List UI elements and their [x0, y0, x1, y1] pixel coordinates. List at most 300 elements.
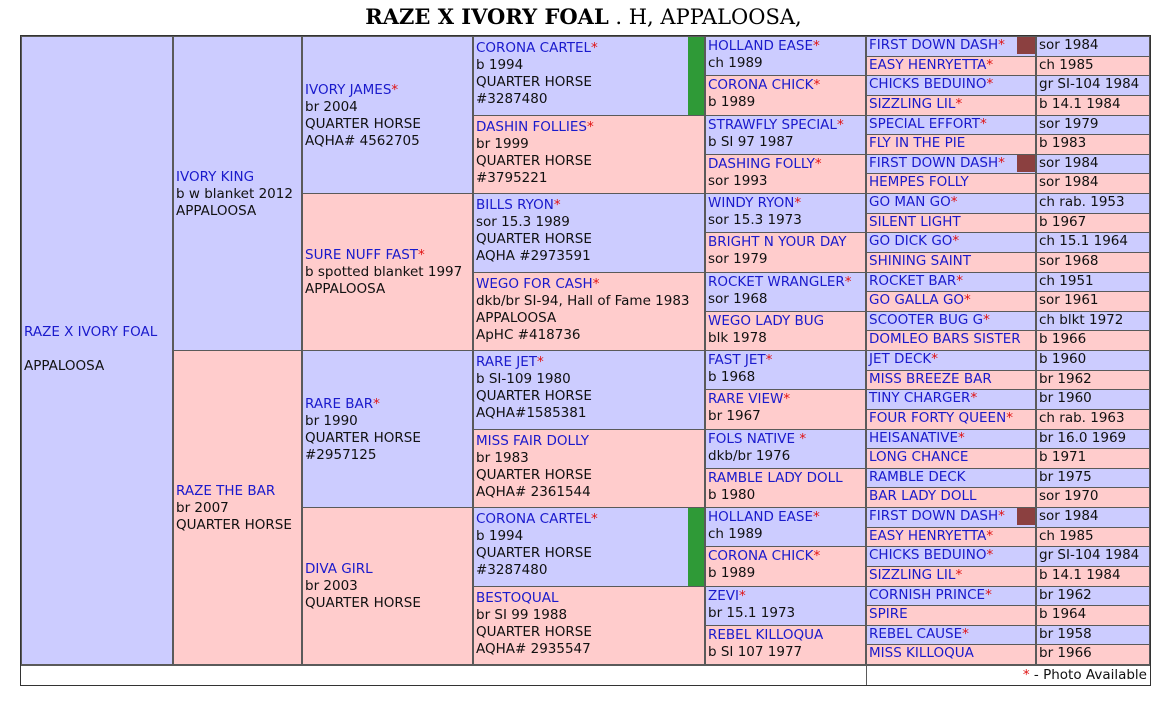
ancestor-cell-gen5: [866, 134, 1036, 155]
ancestor-cell-gen4: [705, 193, 866, 233]
spacer: [24, 341, 170, 358]
subject-content: [24, 324, 170, 375]
ancestor-cell-gen2: [302, 36, 473, 194]
ancestor-cell-gen5: [866, 193, 1036, 214]
photo-available-star: *: [970, 390, 978, 406]
horse-name-link[interactable]: FOLS NATIVE: [708, 431, 800, 447]
ancestor-info: [1039, 547, 1147, 564]
horse-name-line: [476, 276, 702, 293]
horse-detail: ch 1989: [708, 55, 763, 71]
horse-name-line: [476, 40, 702, 57]
horse-detail: b 1966: [1039, 331, 1087, 347]
ancestor-cell-gen5: [866, 350, 1036, 371]
photo-available-star: *: [983, 312, 990, 328]
horse-name-line: [708, 509, 863, 526]
horse-detail: br 1967: [708, 408, 761, 424]
horse-name-link[interactable]: FLY IN THE PIE: [869, 135, 966, 151]
ancestor-content: [708, 548, 863, 582]
ancestor-cell-gen4: [705, 272, 866, 312]
ancestor-content: [869, 567, 1033, 584]
ancestor-cell-gen5: [866, 291, 1036, 312]
ancestor-content: [869, 214, 1033, 231]
horse-detail: AQHA# 2361544: [476, 484, 591, 500]
horse-name-link[interactable]: GO DICK GO: [869, 233, 953, 249]
horse-detail: b 1960: [1039, 351, 1087, 367]
ancestor-cell-gen5: [866, 330, 1036, 351]
horse-name-link[interactable]: FIRST DOWN DASH: [869, 155, 999, 171]
horse-name-line: [869, 116, 1033, 133]
ancestor-content: [869, 469, 1033, 486]
ancestor-content: [869, 645, 1033, 662]
ancestor-content: [869, 155, 1033, 172]
horse-name-link[interactable]: DASHIN FOLLIES: [476, 119, 587, 135]
ancestor-info: [1039, 312, 1147, 329]
ancestor-content: [305, 396, 470, 464]
ancestor-info-cell-gen5: [1036, 350, 1150, 371]
ancestor-info: [1039, 331, 1147, 348]
horse-detail: #2957125: [305, 446, 377, 463]
horse-name-link[interactable]: STRAWFLY SPECIAL: [708, 117, 837, 133]
ancestor-info-cell-gen5: [1036, 644, 1150, 665]
horse-detail: br 1962: [1039, 587, 1092, 603]
horse-name-link[interactable]: HEMPES FOLLY: [869, 174, 969, 190]
horse-detail: QUARTER HORSE: [476, 74, 592, 90]
ancestor-info-cell-gen5: [1036, 115, 1150, 135]
horse-name-line: [869, 233, 1033, 250]
ancestor-cell-gen4: [705, 546, 866, 587]
ancestor-cell-gen5: [866, 252, 1036, 273]
ancestor-info: [1039, 469, 1147, 486]
horse-name-line: [869, 626, 1033, 643]
horse-detail: #3287480: [476, 562, 548, 578]
ancestor-cell-gen4: [705, 625, 866, 665]
horse-name-link[interactable]: IVORY JAMES: [305, 81, 392, 98]
horse-name-link[interactable]: BAR LADY DOLL: [869, 488, 977, 504]
image-marker-bar: [688, 508, 704, 586]
horse-detail: QUARTER HORSE: [476, 388, 592, 404]
ancestor-cell-gen5: [866, 625, 1036, 645]
ancestor-cell-gen5: [866, 154, 1036, 174]
horse-name-line: [708, 548, 863, 565]
horse-name-line: [708, 627, 863, 644]
horse-detail: br 2004: [305, 98, 358, 115]
ancestor-info: [1039, 273, 1147, 290]
horse-name-link[interactable]: DASHING FOLLY: [708, 156, 815, 172]
ancestor-info-cell-gen5: [1036, 468, 1150, 488]
ancestor-info: [1039, 645, 1147, 662]
ancestor-info-cell-gen5: [1036, 586, 1150, 606]
ancestor-content: [476, 197, 702, 265]
ancestor-info: [1039, 76, 1147, 93]
horse-name-link[interactable]: MISS BREEZE BAR: [869, 371, 992, 387]
ancestor-content: [869, 135, 1033, 152]
horse-detail: APPALOOSA: [476, 310, 557, 326]
horse-name-link[interactable]: HEISANATIVE: [869, 430, 958, 446]
horse-name-link[interactable]: SIZZLING LIL: [869, 96, 956, 112]
ancestor-cell-gen3: [473, 272, 705, 351]
horse-name-link[interactable]: SPIRE: [869, 606, 908, 622]
horse-name-link[interactable]: CHICKS BEDUINO: [869, 76, 987, 92]
horse-detail: b 1964: [1039, 606, 1087, 622]
horse-name-link[interactable]: WINDY RYON: [708, 195, 795, 211]
horse-detail: br 1999: [476, 136, 529, 152]
horse-detail: sor 1984: [1039, 37, 1099, 53]
horse-detail: b 1968: [708, 369, 756, 385]
horse-detail: br 1962: [1039, 371, 1092, 387]
horse-name-link[interactable]: GO GALLA GO: [869, 292, 965, 308]
horse-name-link[interactable]: BESTOQUAL: [476, 590, 559, 606]
photo-available-star: *: [373, 395, 380, 412]
photo-available-star: *: [986, 528, 994, 544]
horse-name-line: [869, 57, 1033, 74]
photo-available-star: *: [391, 81, 399, 98]
ancestor-cell-gen5: [866, 115, 1036, 135]
horse-name-line: [708, 431, 863, 448]
horse-name-line: [708, 470, 863, 487]
ancestor-info: [1039, 410, 1147, 427]
ancestor-info: [1039, 626, 1147, 643]
horse-detail: QUARTER HORSE: [476, 467, 592, 483]
horse-name-line: [869, 273, 1033, 290]
ancestor-cell-gen4: [705, 507, 866, 547]
ancestor-info-cell-gen5: [1036, 527, 1150, 547]
ancestor-content: [869, 410, 1033, 427]
horse-name-link[interactable]: FAST JET: [708, 352, 766, 368]
horse-name-link[interactable]: CORONA CARTEL: [476, 511, 592, 527]
ancestor-cell-gen2: [302, 507, 473, 665]
photo-available-star: *: [998, 155, 1005, 171]
horse-name-line: [869, 508, 1033, 525]
horse-name-link[interactable]: BILLS RYON: [476, 197, 554, 213]
horse-detail: #3795221: [476, 170, 548, 186]
horse-name-link[interactable]: BRIGHT N YOUR DAY: [708, 234, 847, 250]
photo-available-star: *: [1006, 410, 1013, 426]
footer-spacer: [21, 665, 866, 685]
horse-detail: br 1960: [1039, 390, 1092, 406]
ancestor-content: [869, 430, 1033, 447]
ancestor-content: [305, 561, 470, 612]
horse-name-line: [305, 561, 470, 578]
ancestor-cell-gen1: [173, 36, 302, 351]
horse-name-link[interactable]: RARE VIEW: [708, 391, 784, 407]
horse-detail: ch 1985: [1039, 528, 1094, 544]
horse-name-link[interactable]: MISS FAIR DOLLY: [476, 433, 589, 449]
photo-available-star: *: [591, 511, 598, 527]
horse-detail: AQHA# 4562705: [305, 132, 420, 149]
horse-name-link[interactable]: ROCKET WRANGLER: [708, 274, 845, 290]
horse-name-link[interactable]: CORNISH PRINCE: [869, 587, 986, 603]
horse-name-link[interactable]: SCOOTER BUG G: [869, 312, 984, 328]
photo-available-star: *: [418, 247, 425, 263]
ancestor-cell-gen5: [866, 389, 1036, 410]
ancestor-info-cell-gen5: [1036, 389, 1150, 410]
ancestor-content: [869, 37, 1033, 54]
horse-name-link[interactable]: REBEL CAUSE: [869, 626, 963, 642]
horse-name-link[interactable]: FIRST DOWN DASH: [869, 508, 999, 524]
ancestor-cell-gen3: [473, 586, 705, 665]
horse-name-link[interactable]: LONG CHANCE: [869, 449, 969, 465]
ancestor-cell-gen5: [866, 566, 1036, 587]
ancestor-info: [1039, 233, 1147, 250]
horse-name-line: [869, 430, 1033, 447]
horse-name-line: [869, 76, 1033, 93]
horse-name-line: [305, 396, 470, 413]
ancestor-content: [708, 588, 863, 622]
horse-name-line: [708, 391, 863, 408]
ancestor-cell-gen5: [866, 272, 1036, 292]
horse-name-link[interactable]: EASY HENRYETTA: [869, 57, 987, 73]
horse-detail: #3287480: [476, 91, 548, 107]
photo-available-star: *: [537, 354, 544, 370]
horse-name-link[interactable]: REBEL KILLOQUA: [708, 627, 824, 643]
ancestor-cell-gen5: [866, 487, 1036, 508]
horse-detail: gr SI-104 1984: [1039, 547, 1140, 563]
photo-available-star: *: [591, 40, 598, 56]
photo-available-star: *: [592, 276, 600, 292]
ancestor-info-cell-gen5: [1036, 409, 1150, 430]
horse-name-line: [869, 174, 1033, 191]
horse-name-link[interactable]: GO MAN GO: [869, 194, 951, 210]
ancestor-info: [1039, 57, 1147, 74]
ancestor-cell-gen4: [705, 350, 866, 390]
ancestor-info: [1039, 606, 1147, 623]
horse-detail: b 1994: [476, 57, 524, 73]
ancestor-content: [708, 509, 863, 543]
ancestor-content: [476, 40, 702, 108]
ancestor-content: [708, 627, 863, 661]
horse-detail: QUARTER HORSE: [176, 516, 292, 533]
ancestor-content: [869, 371, 1033, 388]
horse-detail: APPALOOSA: [305, 281, 386, 297]
horse-name-line: [869, 469, 1033, 486]
horse-name-link[interactable]: ROCKET BAR: [869, 273, 957, 289]
ancestor-content: [708, 38, 863, 72]
horse-detail: b 1983: [1039, 135, 1087, 151]
horse-detail: b 1967: [1039, 214, 1087, 230]
horse-name-line: [708, 352, 863, 369]
photo-available-star: *: [998, 508, 1005, 524]
horse-name-link[interactable]: DOMLEO BARS SISTER: [869, 331, 1021, 347]
photo-available-star: *: [799, 431, 807, 447]
ancestor-info-cell-gen5: [1036, 36, 1150, 57]
ancestor-content: [869, 528, 1033, 545]
photo-available-star: *: [844, 274, 852, 290]
ancestor-info-cell-gen5: [1036, 134, 1150, 155]
horse-detail: ch blkt 1972: [1039, 312, 1124, 328]
horse-detail: blk 1978: [708, 330, 767, 346]
horse-name-line: [869, 488, 1033, 505]
photo-available-star: *: [813, 38, 820, 54]
ancestor-content: [869, 312, 1033, 329]
horse-name-line: [708, 234, 863, 251]
image-marker-swatch: [1017, 37, 1035, 54]
ancestor-info: [1039, 214, 1147, 231]
horse-name-link[interactable]: SURE NUFF FAST: [305, 247, 419, 263]
photo-available-star: *: [931, 351, 939, 367]
ancestor-content: [708, 274, 863, 308]
ancestor-info: [1039, 96, 1147, 113]
horse-name-line: [869, 606, 1033, 623]
horse-name-link[interactable]: HOLLAND EASE: [708, 509, 814, 525]
horse-detail: APPALOOSA: [176, 202, 257, 219]
photo-available-star: *: [553, 197, 561, 213]
horse-detail: QUARTER HORSE: [476, 231, 592, 247]
horse-detail: sor 1979: [1039, 116, 1099, 132]
horse-detail: b 14.1 1984: [1039, 567, 1121, 583]
ancestor-info: [1039, 37, 1147, 54]
ancestor-cell-gen5: [866, 409, 1036, 430]
horse-name-link[interactable]: FIRST DOWN DASH: [869, 37, 999, 53]
horse-name-link[interactable]: SHINING SAINT: [869, 253, 972, 269]
horse-detail: b spotted blanket 1997: [305, 264, 463, 280]
horse-detail: b 14.1 1984: [1039, 96, 1121, 112]
ancestor-cell-gen5: [866, 311, 1036, 331]
horse-name-line: [176, 169, 299, 186]
horse-name-link[interactable]: RAMBLE DECK: [869, 469, 966, 485]
horse-name-line: [476, 511, 702, 528]
horse-name-link[interactable]: WEGO FOR CASH: [476, 276, 593, 292]
ancestor-content: [869, 508, 1033, 525]
horse-detail: br 1966: [1039, 645, 1092, 661]
ancestor-cell-gen5: [866, 546, 1036, 567]
horse-name-link[interactable]: FOUR FORTY QUEEN: [869, 410, 1007, 426]
ancestor-info-cell-gen5: [1036, 605, 1150, 626]
photo-available-star: *: [980, 116, 987, 132]
horse-name-link[interactable]: CHICKS BEDUINO: [869, 547, 987, 563]
photo-available-star: *: [962, 626, 969, 642]
ancestor-content: [869, 253, 1033, 270]
horse-name-link[interactable]: SPECIAL EFFORT: [869, 116, 981, 132]
horse-name-line: [708, 77, 863, 94]
horse-name-line: [708, 195, 863, 212]
ancestor-info: [1039, 567, 1147, 584]
horse-name-line: [869, 449, 1033, 466]
horse-name-link[interactable]: CORONA CARTEL: [476, 40, 592, 56]
ancestor-info-cell-gen5: [1036, 232, 1150, 253]
horse-detail: sor 1968: [708, 291, 768, 307]
ancestor-cell-gen3: [473, 193, 705, 273]
horse-detail: QUARTER HORSE: [476, 153, 592, 169]
horse-name-link[interactable]: RAZE THE BAR: [176, 482, 276, 499]
ancestor-cell-gen2: [302, 350, 473, 508]
ancestor-info-cell-gen5: [1036, 487, 1150, 508]
ancestor-cell-gen5: [866, 232, 1036, 253]
horse-name-link[interactable]: DIVA GIRL: [305, 561, 373, 577]
horse-detail: ch 1985: [1039, 57, 1094, 73]
photo-available-star: *: [952, 233, 960, 249]
horse-detail: sor 1984: [1039, 174, 1099, 190]
horse-name-link[interactable]: RARE BAR: [305, 395, 374, 412]
horse-name-line: [708, 117, 863, 134]
ancestor-info: [1039, 116, 1147, 133]
ancestor-cell-gen3: [473, 115, 705, 194]
horse-detail: gr SI-104 1984: [1039, 76, 1140, 92]
horse-detail: b 1989: [708, 94, 756, 110]
ancestor-info: [1039, 528, 1147, 545]
photo-available-star: *: [955, 567, 963, 583]
photo-available-star: *: [587, 119, 594, 135]
horse-detail: br SI 99 1988: [476, 607, 568, 623]
horse-detail: br 16.0 1969: [1039, 430, 1127, 446]
horse-name-link[interactable]: RARE JET: [476, 354, 538, 370]
ancestor-info: [1039, 587, 1147, 604]
horse-name-link[interactable]: SILENT LIGHT: [869, 214, 961, 230]
horse-name-link[interactable]: IVORY KING: [176, 168, 255, 185]
horse-name-line: [476, 433, 702, 450]
horse-detail: sor 1984: [1039, 155, 1099, 171]
subject-name-link[interactable]: RAZE X IVORY FOAL: [24, 324, 158, 340]
horse-name-link[interactable]: MISS KILLOQUA: [869, 645, 974, 661]
ancestor-cell-gen4: [705, 389, 866, 430]
horse-detail: br 15.1 1973: [708, 605, 796, 621]
ancestor-content: [708, 352, 863, 386]
horse-name-line: [869, 37, 1033, 54]
horse-detail: AQHA#1585381: [476, 405, 587, 421]
horse-detail: br 1975: [1039, 469, 1092, 485]
horse-name-line: [869, 214, 1033, 231]
photo-available-star: *: [813, 77, 821, 93]
ancestor-info: [1039, 430, 1147, 447]
ancestor-info-cell-gen5: [1036, 75, 1150, 96]
ancestor-content: [708, 117, 863, 151]
horse-name-link[interactable]: ZEVI: [708, 588, 739, 604]
horse-name-line: [305, 247, 470, 264]
ancestor-info-cell-gen5: [1036, 193, 1150, 214]
horse-detail: AQHA# 2935547: [476, 641, 591, 657]
ancestor-cell-gen5: [866, 468, 1036, 488]
ancestor-content: [176, 169, 299, 220]
horse-name-link[interactable]: RAMBLE LADY DOLL: [708, 470, 843, 486]
horse-name-line: [869, 547, 1033, 564]
horse-name-link[interactable]: CORONA CHICK: [708, 548, 814, 564]
image-marker-swatch: [1017, 508, 1035, 525]
horse-name-line: [305, 82, 470, 99]
title-horse-name: RAZE X IVORY FOAL: [365, 4, 609, 29]
horse-detail: ApHC #418736: [476, 327, 581, 343]
horse-detail: dkb/br SI-94, Hall of Fame 1983: [476, 293, 690, 309]
ancestor-content: [869, 390, 1033, 407]
horse-name-line: [176, 483, 299, 500]
ancestor-info-cell-gen5: [1036, 429, 1150, 449]
horse-detail: QUARTER HORSE: [305, 595, 421, 611]
horse-name-line: [869, 155, 1033, 172]
subject-name-line: [24, 324, 170, 341]
ancestor-info: [1039, 174, 1147, 191]
horse-detail: sor 15.3 1989: [476, 214, 570, 230]
horse-name-link[interactable]: CORONA CHICK: [708, 77, 814, 93]
horse-name-link[interactable]: TINY CHARGER: [869, 390, 971, 406]
ancestor-content: [476, 433, 702, 501]
ancestor-content: [708, 470, 863, 504]
image-marker-bar: [688, 37, 704, 115]
ancestor-content: [869, 273, 1033, 290]
ancestor-content: [708, 431, 863, 465]
horse-name-link[interactable]: HOLLAND EASE: [708, 38, 814, 54]
photo-available-star: *: [955, 96, 963, 112]
horse-name-link[interactable]: JET DECK: [869, 351, 932, 367]
ancestor-cell-gen4: [705, 311, 866, 351]
photo-available-star: *: [783, 391, 791, 407]
photo-available-star: *: [956, 273, 963, 289]
ancestor-content: [869, 351, 1033, 368]
horse-detail: sor 15.3 1973: [708, 212, 802, 228]
horse-name-link[interactable]: WEGO LADY BUG: [708, 313, 825, 329]
horse-name-link[interactable]: SIZZLING LIL: [869, 567, 956, 583]
horse-name-link[interactable]: EASY HENRYETTA: [869, 528, 987, 544]
horse-name-line: [869, 312, 1033, 329]
horse-detail: ch rab. 1953: [1039, 194, 1125, 210]
ancestor-cell-gen3: [473, 507, 705, 587]
